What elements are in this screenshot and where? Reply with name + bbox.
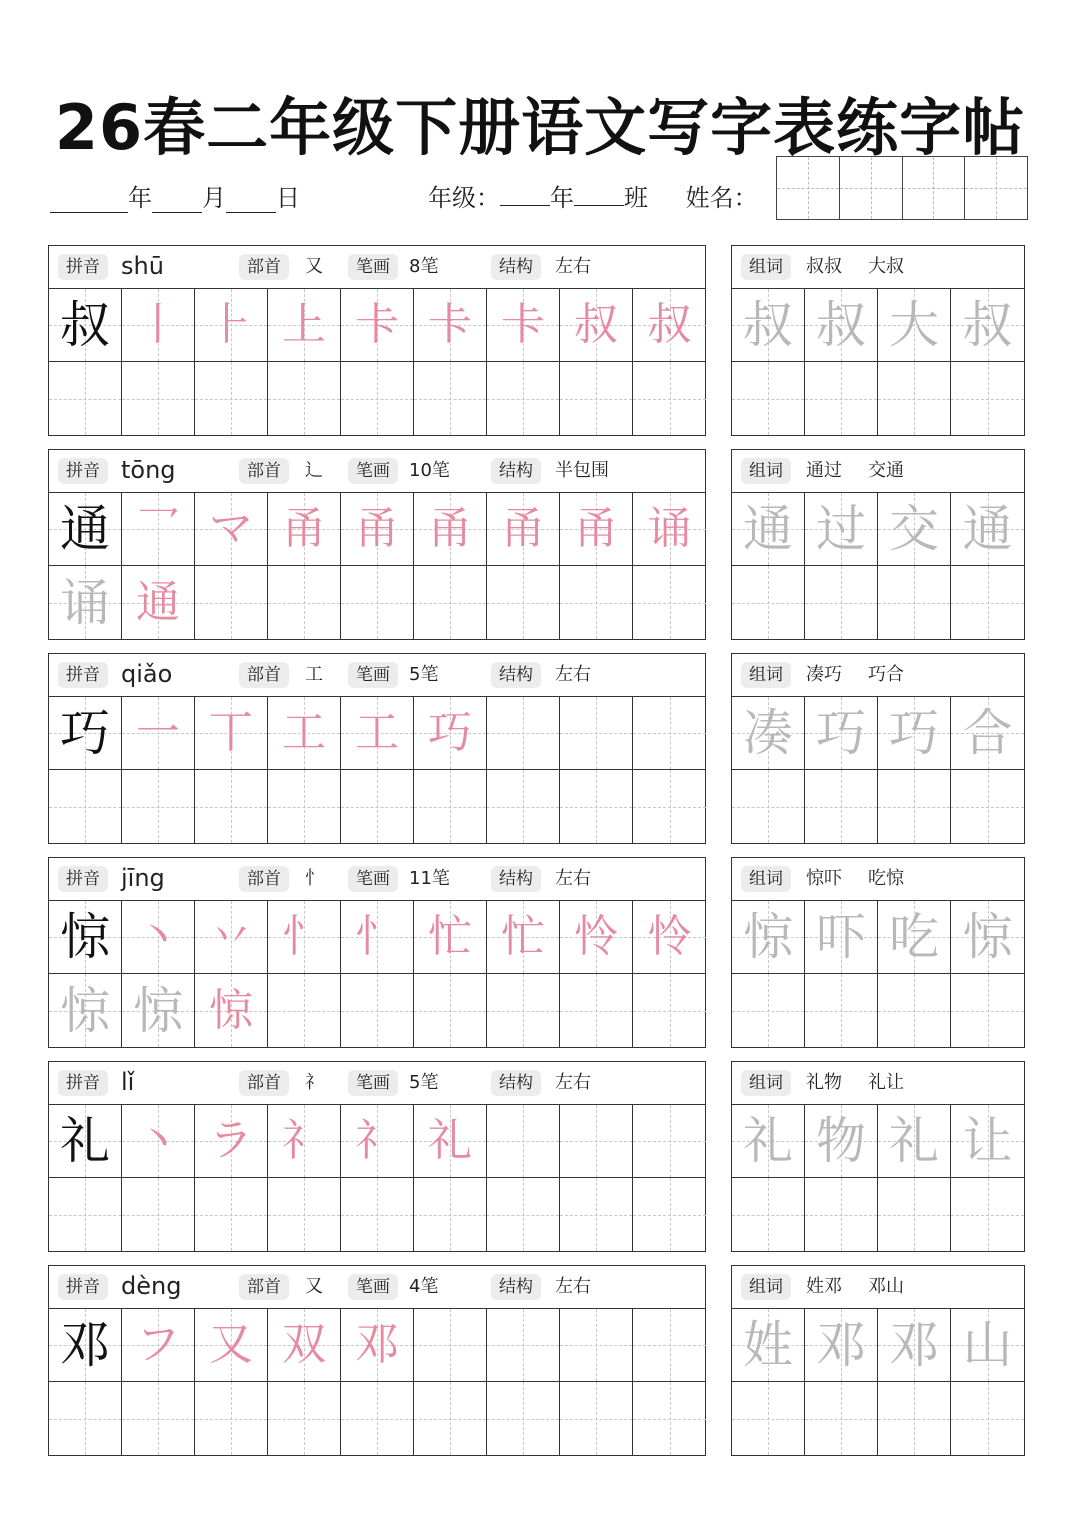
name-cell[interactable]: [777, 157, 840, 219]
stroke-order-cell[interactable]: 甬: [341, 493, 414, 566]
word-grid: [732, 697, 1024, 843]
word-practice-cell[interactable]: [951, 362, 1024, 435]
character-info-bar: [49, 654, 705, 697]
word-value: 礼让: [868, 1072, 904, 1093]
practice-cell[interactable]: [633, 974, 706, 1047]
word-trace-cell[interactable]: 吃: [878, 901, 951, 974]
word-practice-block: [731, 245, 1025, 436]
practice-cell[interactable]: [122, 1382, 195, 1455]
practice-cell[interactable]: [341, 1178, 414, 1251]
word-info-bar: [732, 246, 1024, 289]
word-practice-cell[interactable]: [951, 566, 1024, 639]
practice-grid: [49, 901, 705, 1047]
practice-cell[interactable]: [195, 1178, 268, 1251]
practice-grid: [49, 697, 705, 843]
word-practice-cell[interactable]: [951, 1178, 1024, 1251]
pinyin-tag: 拼音: [58, 1070, 108, 1096]
character-practice-block: [48, 1265, 706, 1456]
practice-cell[interactable]: [49, 1382, 122, 1455]
practice-cell[interactable]: [49, 770, 122, 843]
stroke-order-cell[interactable]: 丶: [122, 901, 195, 974]
word-trace-cell[interactable]: 过: [805, 493, 878, 566]
practice-cell[interactable]: [268, 974, 341, 1047]
practice-cell[interactable]: [560, 1105, 633, 1178]
word-info-bar: [732, 654, 1024, 697]
word-value: 叔叔: [806, 256, 842, 277]
year-blank[interactable]: [50, 186, 128, 213]
practice-cell[interactable]: [414, 362, 487, 435]
practice-cell[interactable]: [633, 1178, 706, 1251]
structure-tag: 结构: [491, 866, 541, 892]
word-info-bar: [732, 1062, 1024, 1105]
words-tag: 组词: [741, 662, 791, 688]
radical-tag: 部首: [239, 1070, 289, 1096]
practice-cell[interactable]: [633, 770, 706, 843]
structure-tag: 结构: [491, 254, 541, 280]
class-blank[interactable]: [574, 179, 624, 206]
words-tag: 组词: [741, 1274, 791, 1300]
stroke-order-cell[interactable]: 上: [268, 289, 341, 362]
word-value: 通过: [806, 460, 842, 481]
stroke-order-cell[interactable]: 叔: [560, 289, 633, 362]
name-cell[interactable]: [840, 157, 903, 219]
practice-cell[interactable]: [195, 362, 268, 435]
stroke-order-cell[interactable]: 叔: [633, 289, 706, 362]
word-grid: [732, 901, 1024, 1047]
stroke-order-cell[interactable]: マ: [195, 493, 268, 566]
practice-cell[interactable]: [414, 1178, 487, 1251]
structure-value: 左右: [555, 664, 591, 685]
word-practice-block: [731, 653, 1025, 844]
word-trace-cell[interactable]: 礼: [878, 1105, 951, 1178]
structure-value: 左右: [555, 1276, 591, 1297]
word-practice-cell[interactable]: [878, 362, 951, 435]
word-practice-cell[interactable]: [732, 1382, 805, 1455]
practice-cell[interactable]: [633, 566, 706, 639]
practice-grid: [49, 1105, 705, 1251]
stroke-order-cell[interactable]: 怜: [633, 901, 706, 974]
pinyin-value: shū: [121, 252, 164, 280]
model-character[interactable]: 通: [49, 493, 122, 566]
stroke-order-cell[interactable]: ⺊: [195, 289, 268, 362]
stroke-order-cell[interactable]: 丶: [122, 1105, 195, 1178]
pinyin-tag: 拼音: [58, 1274, 108, 1300]
stroke-order-cell[interactable]: フ: [122, 1309, 195, 1382]
practice-cell[interactable]: [195, 770, 268, 843]
class-label: 班: [624, 184, 648, 212]
practice-cell[interactable]: [560, 362, 633, 435]
strokes-value: 4笔: [409, 1276, 439, 1297]
month-label: 月: [202, 184, 226, 212]
word-trace-cell[interactable]: 合: [951, 697, 1024, 770]
word-trace-cell[interactable]: 叔: [951, 289, 1024, 362]
model-character[interactable]: 叔: [49, 289, 122, 362]
strokes-tag: 笔画: [348, 1070, 398, 1096]
word-trace-cell[interactable]: 惊: [951, 901, 1024, 974]
practice-cell[interactable]: [414, 770, 487, 843]
character-info-bar: [49, 858, 705, 901]
stroke-order-cell[interactable]: 忙: [414, 901, 487, 974]
structure-value: 左右: [555, 868, 591, 889]
practice-cell[interactable]: [487, 697, 560, 770]
stroke-order-cell[interactable]: 又: [195, 1309, 268, 1382]
word-info-bar: [732, 1266, 1024, 1309]
radical-tag: 部首: [239, 458, 289, 484]
practice-cell[interactable]: [560, 1309, 633, 1382]
strokes-tag: 笔画: [348, 1274, 398, 1300]
pinyin-tag: 拼音: [58, 458, 108, 484]
character-practice-block: [48, 245, 706, 436]
stroke-order-cell[interactable]: 忄: [341, 901, 414, 974]
word-practice-cell[interactable]: [732, 974, 805, 1047]
word-trace-cell[interactable]: 物: [805, 1105, 878, 1178]
practice-cell[interactable]: [633, 1105, 706, 1178]
stroke-order-cell[interactable]: 礻: [268, 1105, 341, 1178]
strokes-value: 5笔: [409, 1072, 439, 1093]
word-practice-cell[interactable]: [878, 974, 951, 1047]
practice-cell[interactable]: [268, 770, 341, 843]
practice-cell[interactable]: [268, 1382, 341, 1455]
radical-tag: 部首: [239, 1274, 289, 1300]
word-trace-cell[interactable]: 凑: [732, 697, 805, 770]
pinyin-tag: 拼音: [58, 254, 108, 280]
page-title: 26春二年级下册语文写字表练字帖: [54, 91, 1026, 164]
word-practice-cell[interactable]: [805, 974, 878, 1047]
words-tag: 组词: [741, 458, 791, 484]
word-practice-cell[interactable]: [878, 566, 951, 639]
practice-cell[interactable]: [122, 770, 195, 843]
word-value: 邓山: [868, 1276, 904, 1297]
word-grid: [732, 1309, 1024, 1455]
month-blank[interactable]: [152, 186, 202, 213]
pinyin-tag: 拼音: [58, 662, 108, 688]
practice-cell[interactable]: [487, 1178, 560, 1251]
word-practice-cell[interactable]: [732, 566, 805, 639]
structure-value: 半包围: [555, 460, 609, 481]
word-trace-cell[interactable]: 通: [951, 493, 1024, 566]
practice-cell[interactable]: [122, 1178, 195, 1251]
strokes-value: 10笔: [409, 460, 450, 481]
radical-value: 忄: [305, 868, 323, 889]
practice-cell[interactable]: [560, 1382, 633, 1455]
character-practice-block: [48, 653, 706, 844]
stroke-order-cell[interactable]: 甬: [487, 493, 560, 566]
word-value: 吃惊: [868, 868, 904, 889]
stroke-order-cell[interactable]: 工: [268, 697, 341, 770]
pinyin-value: tōng: [121, 456, 176, 484]
stroke-order-cell[interactable]: 双: [268, 1309, 341, 1382]
word-practice-cell[interactable]: [805, 1382, 878, 1455]
word-value: 凑巧: [806, 664, 842, 685]
stroke-order-cell[interactable]: 礼: [414, 1105, 487, 1178]
character-info-bar: [49, 450, 705, 493]
radical-tag: 部首: [239, 662, 289, 688]
word-trace-cell[interactable]: 巧: [878, 697, 951, 770]
grade-line: [428, 178, 758, 213]
word-info-bar: [732, 450, 1024, 493]
stroke-order-cell[interactable]: 丷: [195, 901, 268, 974]
practice-cell[interactable]: [414, 974, 487, 1047]
radical-value: 礻: [305, 1072, 323, 1093]
word-trace-cell[interactable]: 交: [878, 493, 951, 566]
stroke-order-cell[interactable]: ラ: [195, 1105, 268, 1178]
stroke-order-cell[interactable]: 丅: [195, 697, 268, 770]
word-value: 大叔: [868, 256, 904, 277]
practice-cell[interactable]: [414, 1382, 487, 1455]
word-trace-cell[interactable]: 通: [732, 493, 805, 566]
stroke-order-cell[interactable]: 诵: [49, 566, 122, 639]
stroke-order-cell[interactable]: 甬: [414, 493, 487, 566]
practice-cell[interactable]: [487, 1309, 560, 1382]
word-trace-cell[interactable]: 邓: [805, 1309, 878, 1382]
word-practice-block: [731, 1265, 1025, 1456]
practice-cell[interactable]: [195, 1382, 268, 1455]
model-character[interactable]: 礼: [49, 1105, 122, 1178]
practice-cell[interactable]: [560, 697, 633, 770]
character-info-bar: [49, 1062, 705, 1105]
word-practice-cell[interactable]: [805, 770, 878, 843]
practice-cell[interactable]: [268, 362, 341, 435]
word-practice-cell[interactable]: [732, 362, 805, 435]
word-value: 姓邓: [806, 1276, 842, 1297]
structure-tag: 结构: [491, 1274, 541, 1300]
word-info-bar: [732, 858, 1024, 901]
words-tag: 组词: [741, 866, 791, 892]
practice-cell[interactable]: [341, 1382, 414, 1455]
strokes-tag: 笔画: [348, 458, 398, 484]
strokes-tag: 笔画: [348, 254, 398, 280]
radical-tag: 部首: [239, 254, 289, 280]
character-info-bar: [49, 1266, 705, 1309]
pinyin-value: qiǎo: [121, 660, 173, 688]
word-trace-cell[interactable]: 叔: [732, 289, 805, 362]
word-value: 礼物: [806, 1072, 842, 1093]
practice-cell[interactable]: [49, 362, 122, 435]
stroke-order-cell[interactable]: 忄: [268, 901, 341, 974]
radical-value: 工: [305, 664, 323, 685]
grade-blank[interactable]: [500, 179, 550, 206]
practice-cell[interactable]: [414, 1309, 487, 1382]
word-trace-cell[interactable]: 叔: [805, 289, 878, 362]
strokes-tag: 笔画: [348, 662, 398, 688]
word-trace-cell[interactable]: 邓: [878, 1309, 951, 1382]
stroke-order-cell[interactable]: 通: [122, 566, 195, 639]
day-blank[interactable]: [226, 186, 276, 213]
year-label: 年: [128, 184, 152, 212]
stroke-order-cell[interactable]: 一: [122, 697, 195, 770]
structure-tag: 结构: [491, 458, 541, 484]
pinyin-value: dèng: [121, 1272, 182, 1300]
practice-cell[interactable]: [633, 1382, 706, 1455]
stroke-order-cell[interactable]: 忙: [487, 901, 560, 974]
stroke-order-cell[interactable]: 卡: [414, 289, 487, 362]
word-practice-cell[interactable]: [805, 566, 878, 639]
practice-cell[interactable]: [414, 566, 487, 639]
grade-year-label: 年: [550, 184, 574, 212]
word-trace-cell[interactable]: 让: [951, 1105, 1024, 1178]
word-practice-cell[interactable]: [878, 770, 951, 843]
pinyin-value: lǐ: [121, 1068, 135, 1096]
radical-value: 又: [305, 256, 323, 277]
stroke-order-cell[interactable]: 礻: [341, 1105, 414, 1178]
grade-label: 年级：: [428, 184, 500, 212]
pinyin-value: jīng: [121, 864, 165, 892]
word-trace-cell[interactable]: 礼: [732, 1105, 805, 1178]
word-grid: [732, 289, 1024, 435]
name-box[interactable]: [776, 156, 1028, 220]
stroke-order-cell[interactable]: 邓: [341, 1309, 414, 1382]
structure-value: 左右: [555, 256, 591, 277]
word-value: 巧合: [868, 664, 904, 685]
word-value: 交通: [868, 460, 904, 481]
character-practice-block: [48, 1061, 706, 1252]
practice-cell[interactable]: [268, 566, 341, 639]
practice-cell[interactable]: [122, 362, 195, 435]
word-trace-cell[interactable]: 巧: [805, 697, 878, 770]
word-practice-cell[interactable]: [951, 1382, 1024, 1455]
word-trace-cell[interactable]: 姓: [732, 1309, 805, 1382]
practice-cell[interactable]: [560, 770, 633, 843]
word-practice-cell[interactable]: [732, 1178, 805, 1251]
practice-cell[interactable]: [195, 566, 268, 639]
word-practice-block: [731, 449, 1025, 640]
practice-grid: [49, 1309, 705, 1455]
practice-cell[interactable]: [633, 362, 706, 435]
character-practice-block: [48, 857, 706, 1048]
stroke-order-cell[interactable]: 卡: [341, 289, 414, 362]
word-practice-cell[interactable]: [732, 770, 805, 843]
practice-cell[interactable]: [487, 566, 560, 639]
stroke-order-cell[interactable]: 巧: [414, 697, 487, 770]
stroke-order-cell[interactable]: 怜: [560, 901, 633, 974]
stroke-order-cell[interactable]: 卡: [487, 289, 560, 362]
practice-cell[interactable]: [341, 974, 414, 1047]
practice-cell[interactable]: [633, 1309, 706, 1382]
name-cell[interactable]: [903, 157, 966, 219]
stroke-order-cell[interactable]: 甬: [560, 493, 633, 566]
practice-cell[interactable]: [560, 566, 633, 639]
strokes-tag: 笔画: [348, 866, 398, 892]
practice-grid: [49, 493, 705, 639]
practice-cell[interactable]: [341, 566, 414, 639]
character-info-bar: [49, 246, 705, 289]
practice-cell[interactable]: [341, 770, 414, 843]
word-trace-cell[interactable]: 大: [878, 289, 951, 362]
word-value: 惊吓: [806, 868, 842, 889]
model-character[interactable]: 邓: [49, 1309, 122, 1382]
structure-tag: 结构: [491, 662, 541, 688]
strokes-value: 5笔: [409, 664, 439, 685]
word-practice-cell[interactable]: [951, 770, 1024, 843]
word-trace-cell[interactable]: 吓: [805, 901, 878, 974]
strokes-value: 8笔: [409, 256, 439, 277]
word-practice-cell[interactable]: [805, 1178, 878, 1251]
word-practice-cell[interactable]: [805, 362, 878, 435]
radical-value: 辶: [305, 460, 323, 481]
practice-cell[interactable]: [487, 1382, 560, 1455]
stroke-order-cell[interactable]: 丨: [122, 289, 195, 362]
word-trace-cell[interactable]: 山: [951, 1309, 1024, 1382]
practice-cell[interactable]: [560, 974, 633, 1047]
stroke-order-cell[interactable]: 惊: [49, 974, 122, 1047]
practice-cell[interactable]: [487, 974, 560, 1047]
word-trace-cell[interactable]: 惊: [732, 901, 805, 974]
model-character[interactable]: 巧: [49, 697, 122, 770]
structure-value: 左右: [555, 1072, 591, 1093]
practice-grid: [49, 289, 705, 435]
model-character[interactable]: 惊: [49, 901, 122, 974]
word-grid: [732, 493, 1024, 639]
radical-tag: 部首: [239, 866, 289, 892]
word-practice-cell[interactable]: [878, 1178, 951, 1251]
words-tag: 组词: [741, 254, 791, 280]
practice-cell[interactable]: [49, 1178, 122, 1251]
word-practice-cell[interactable]: [878, 1382, 951, 1455]
stroke-order-cell[interactable]: 惊: [195, 974, 268, 1047]
date-line: [50, 178, 300, 213]
name-label: 姓名：: [685, 184, 758, 212]
word-grid: [732, 1105, 1024, 1251]
stroke-order-cell[interactable]: 甬: [268, 493, 341, 566]
character-practice-block: [48, 449, 706, 640]
stroke-order-cell[interactable]: 工: [341, 697, 414, 770]
radical-value: 又: [305, 1276, 323, 1297]
stroke-order-cell[interactable]: 诵: [633, 493, 706, 566]
practice-cell[interactable]: [268, 1178, 341, 1251]
practice-cell[interactable]: [487, 362, 560, 435]
practice-cell[interactable]: [633, 697, 706, 770]
stroke-order-cell[interactable]: 乛: [122, 493, 195, 566]
practice-cell[interactable]: [487, 1105, 560, 1178]
day-label: 日: [276, 184, 300, 212]
word-practice-block: [731, 857, 1025, 1048]
stroke-order-cell[interactable]: 惊: [122, 974, 195, 1047]
name-cell[interactable]: [965, 157, 1027, 219]
structure-tag: 结构: [491, 1070, 541, 1096]
word-practice-cell[interactable]: [951, 974, 1024, 1047]
word-practice-block: [731, 1061, 1025, 1252]
practice-cell[interactable]: [560, 1178, 633, 1251]
practice-cell[interactable]: [487, 770, 560, 843]
practice-cell[interactable]: [341, 362, 414, 435]
words-tag: 组词: [741, 1070, 791, 1096]
strokes-value: 11笔: [409, 868, 450, 889]
pinyin-tag: 拼音: [58, 866, 108, 892]
